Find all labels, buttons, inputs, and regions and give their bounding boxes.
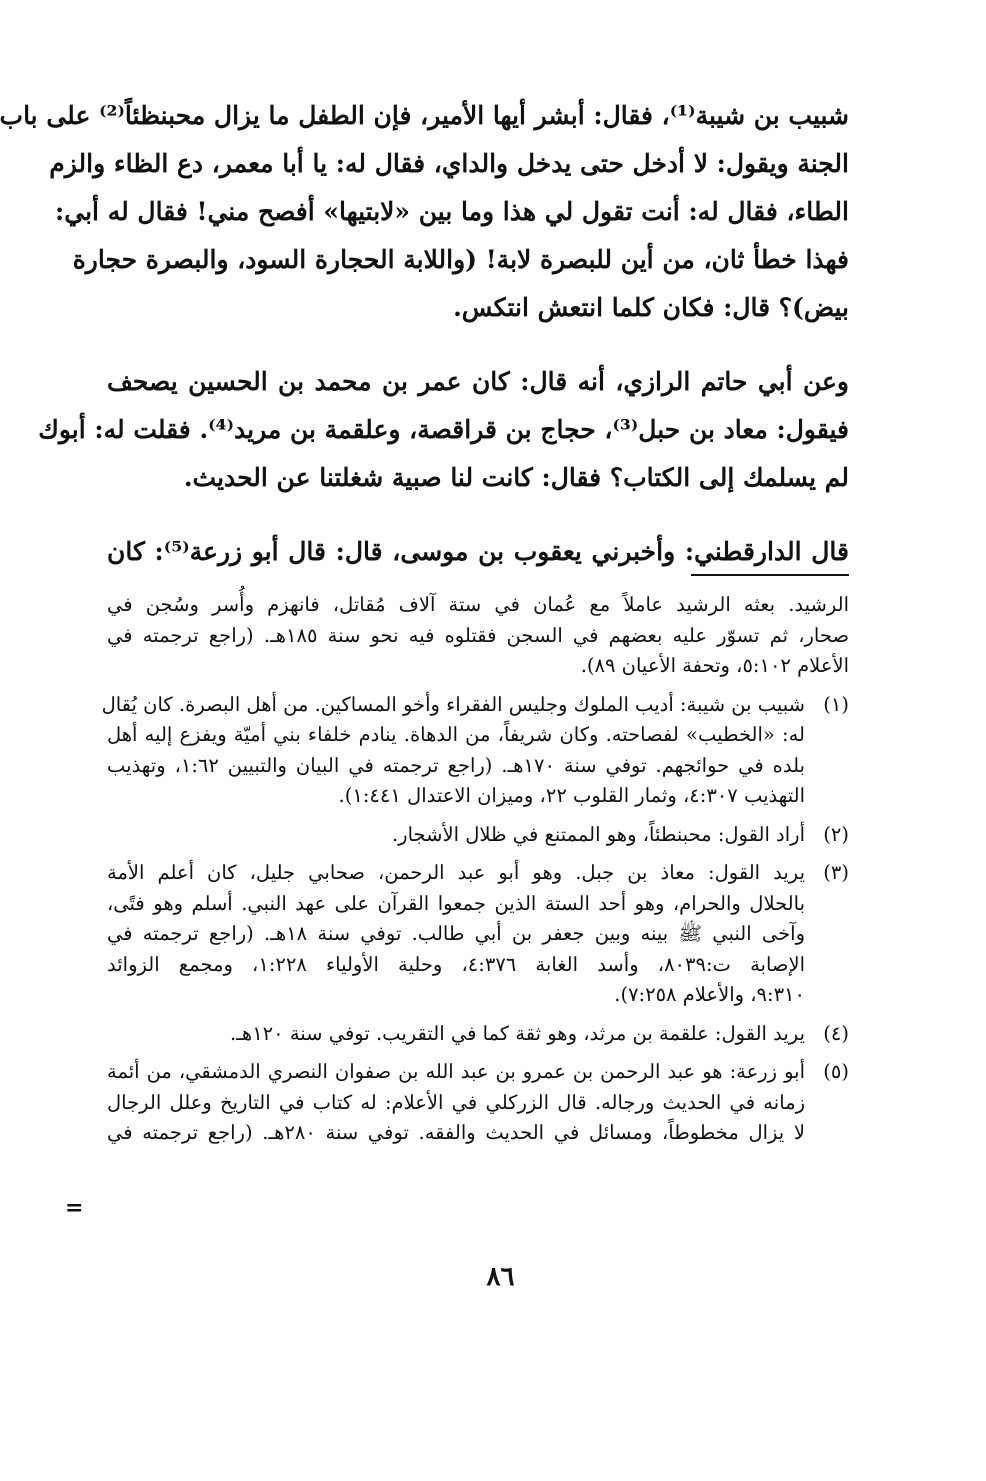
text-line: لم يسلمك إلى الكتاب؟ فقال: كانت لنا صبية شغلتنا عن الحديث. <box>183 463 849 492</box>
continuation-mark: = <box>65 1195 84 1221</box>
footnote-line: وآخى النبي ﷺ بينه وبين جعفر بن أبي طالب. توفي سنة ١٨هـ. (راجع ترجمته في <box>107 922 805 945</box>
footnote-line: زمانه في الحديث ورجاله. قال الزركلي في الأعلام: له كتاب في التاريخ وعلل الرجال <box>107 1090 805 1114</box>
text-line: الجنة ويقول: لا أدخل حتى يدخل والداي، فقال له: يا أبا معمر، دع الظاء والزم <box>49 149 849 178</box>
footnote-number: (١) <box>823 692 849 716</box>
text-line: فهذا خطأ ثان، من أين للبصرة لابة! (واللابة الحجارة السود، والبصرة حجارة <box>72 245 849 274</box>
footnote-line: أبو زرعة: هو عبد الرحمن بن عمرو بن عبد الله بن صفوان النصري الدمشقي، من أئمة <box>107 1060 805 1083</box>
footnote-line: التهذيب ٤:٣٠٧، وثمار القلوب ٢٢، وميزان الاعتدال ١:٤٤١). <box>338 784 805 807</box>
footnote-3 <box>107 858 849 1011</box>
footnote-line: أراد القول: محبنطئاً، وهو الممتنع في ظلال الأشجار. <box>391 822 805 846</box>
footnote-line: بلده في حوائجهم. توفي سنة ١٧٠هـ. (راجع ترجمته في البيان والتبيين ١:٦٢، وتهذيب <box>107 753 805 777</box>
text-line: وعن أبي حاتم الرازي، أنه قال: كان عمر بن محمد بن الحسين يصحف <box>107 367 849 396</box>
footnote-line: له: «الخطيب» لفصاحته. وكان شريفاً، من الدهاة. ينادم خلفاء بني أميّة ويفزع إليه أهل <box>107 723 805 746</box>
footnote-continuation <box>107 590 849 682</box>
footnote-line: الإصابة ت:٨٠٣٩، وأسد الغابة ٤:٣٧٦، وحلية الأولياء ١:٢٢٨، ومجمع الزوائد <box>107 952 806 976</box>
text-line: قال الدارقطني: وأخبرني يعقوب بن موسى، قال: قال أبو زرعة⁽⁵⁾: كان <box>107 537 849 566</box>
text-line: شبيب بن شيبة⁽¹⁾، فقال: أبشر أيها الأمير، فإن الطفل ما يزال محبنظئاً⁽²⁾ على باب <box>0 101 849 130</box>
text-line: فيقول: معاد بن حبل⁽³⁾، حجاج بن قراقصة، وعلقمة بن مريد⁽⁴⁾. فقلت له: أبوك <box>38 415 849 444</box>
page-number: ٨٦ <box>486 1262 515 1292</box>
footnote-number: (٣) <box>823 861 849 884</box>
footnote-line: يريد القول: معاذ بن جبل. وهو أبو عبد الرحمن، صحابي جليل، كان أعلم الأمة <box>107 861 805 884</box>
footnote-line: ٩:٣١٠، والأعلام ٧:٢٥٨). <box>614 983 805 1006</box>
footnote-2 <box>107 820 849 851</box>
paragraph <box>38 358 849 502</box>
footnote-5 <box>107 1057 849 1149</box>
footnote-line: بالحلال والحرام، وهو أحد الستة الذين جمعوا القرآن على عهد النبي. أسلم وهو فتًى، <box>107 891 805 915</box>
text-line: بيض)؟ قال: فكان كلما انتعش انتكس. <box>453 293 849 322</box>
footnote-line: شبيب بن شيبة: أديب الملوك وجليس الفقراء وأخو المساكين. من أهل البصرة. كان يُقال <box>101 692 805 716</box>
footnote-number: (٢) <box>823 822 849 846</box>
footnote-line: صحار، ثم تسوّر عليه بعضهم في السجن فقتلوه فيه نحو سنة ١٨٥هـ. (راجع ترجمته في <box>107 623 850 647</box>
footnote-line: يريد القول: علقمة بن مرثد، وهو ثقة كما في التقريب. توفي سنة ١٢٠هـ. <box>230 1021 805 1045</box>
footnote-separator <box>691 574 849 576</box>
paragraph <box>0 92 849 332</box>
footnote-line: الأعلام ٥:١٠٢، وتحفة الأعيان ٨٩). <box>580 654 849 677</box>
text-line: الطاء، فقال له: أنت تقول لي هذا وما بين «لابتيها» أفصح مني! فقال له أبي: <box>55 197 849 226</box>
footnote-1 <box>101 690 849 812</box>
footnotes <box>101 590 850 1149</box>
footnote-number: (٥) <box>823 1060 849 1083</box>
paragraph <box>107 528 849 576</box>
main-text <box>0 92 849 576</box>
footnote-line: لا يزال مخطوطاً، ومسائل في الحديث والفقه. توفي سنة ٢٨٠هـ. (راجع ترجمته في <box>107 1121 805 1144</box>
footnote-4 <box>107 1019 849 1050</box>
footnote-number: (٤) <box>823 1021 849 1045</box>
footnote-line: الرشيد. بعثه الرشيد عاملاً مع عُمان في ستة آلاف مُقاتل، فانهزم وأُسر وسُجن في <box>107 593 849 616</box>
